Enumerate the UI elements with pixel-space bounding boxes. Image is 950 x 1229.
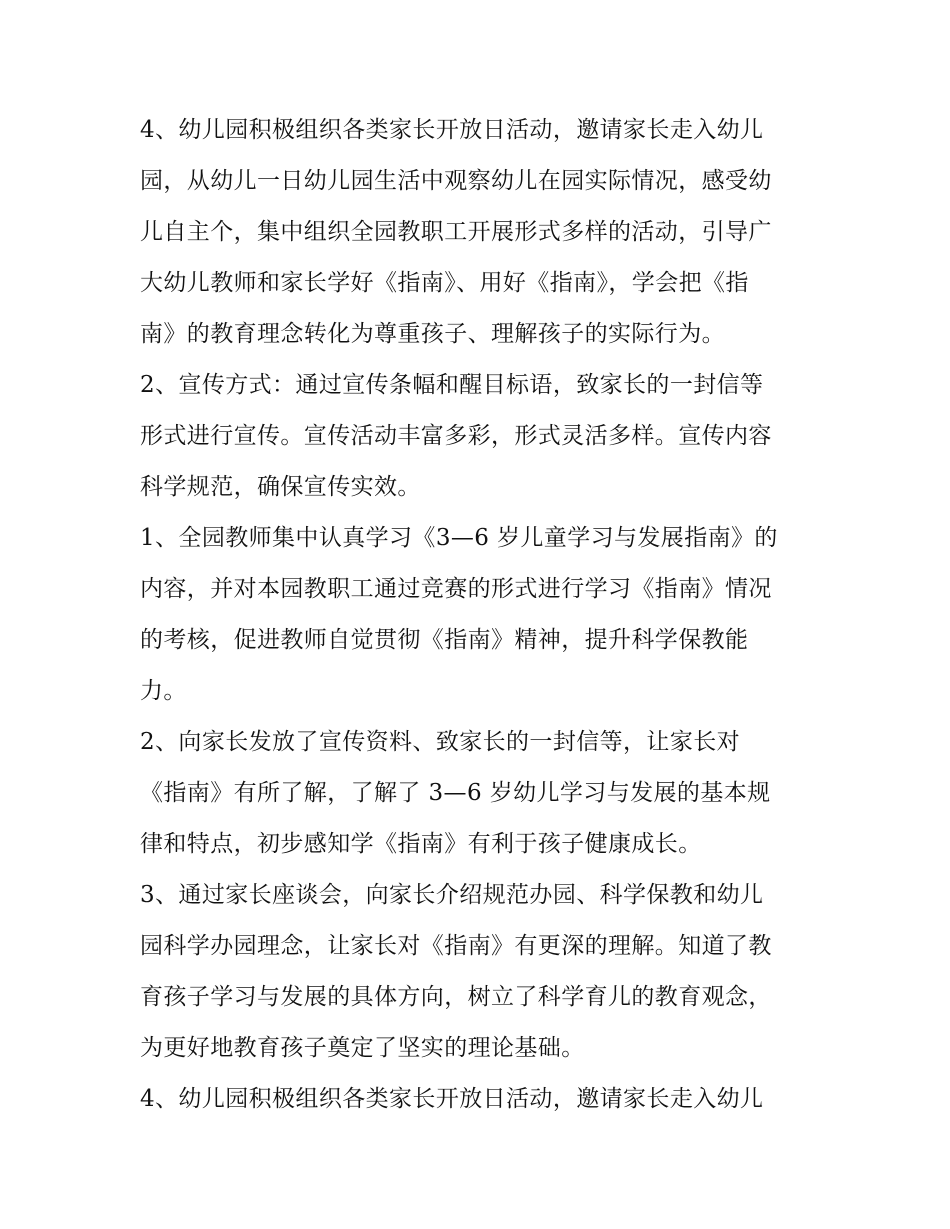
text-line: 4、幼儿园积极组织各类家长开放日活动，邀请家长走入幼儿 — [140, 117, 764, 143]
text-line: 2、向家长发放了宣传资料、致家长的一封信等，让家长对 — [140, 729, 741, 755]
text-line: 的考核，促进教师自觉贯彻《指南》精神，提升科学保教能 — [140, 627, 749, 653]
text-line: 园科学办园理念，让家长对《指南》有更深的理解。知道了教 — [140, 933, 772, 959]
text-line: 《指南》有所了解，了解了 3—6 岁幼儿学习与发展的基本规 — [140, 780, 771, 806]
text-line: 科学规范，确保宣传实效。 — [140, 474, 421, 500]
text-line: 南》的教育理念转化为尊重孩子、理解孩子的实际行为。 — [140, 321, 725, 347]
text-line: 育孩子学习与发展的具体方向，树立了科学育儿的教育观念， — [140, 984, 772, 1010]
text-line: 内容，并对本园教职工通过竞赛的形式进行学习《指南》情况 — [140, 576, 772, 602]
text-line: 儿自主个，集中组织全园教职工开展形式多样的活动，引导广 — [140, 219, 772, 245]
text-line: 3、通过家长座谈会，向家长介绍规范办园、科学保教和幼儿 — [140, 882, 764, 908]
text-line: 大幼儿教师和家长学好《指南》、用好《指南》，学会把《指 — [140, 270, 749, 296]
text-line: 园，从幼儿一日幼儿园生活中观察幼儿在园实际情况，感受幼 — [140, 168, 772, 194]
text-line: 2、宣传方式：通过宣传条幅和醒目标语，致家长的一封信等 — [140, 372, 764, 398]
text-line: 律和特点，初步感知学《指南》有利于孩子健康成长。 — [140, 831, 702, 857]
text-line: 形式进行宣传。宣传活动丰富多彩，形式灵活多样。宣传内容 — [140, 423, 772, 449]
text-line: 力。 — [140, 678, 187, 704]
text-line: 1、全园教师集中认真学习《3—6 岁儿童学习与发展指南》的 — [140, 525, 778, 551]
text-line: 4、幼儿园积极组织各类家长开放日活动，邀请家长走入幼儿 — [140, 1086, 764, 1112]
text-line: 为更好地教育孩子奠定了坚实的理论基础。 — [140, 1035, 585, 1061]
